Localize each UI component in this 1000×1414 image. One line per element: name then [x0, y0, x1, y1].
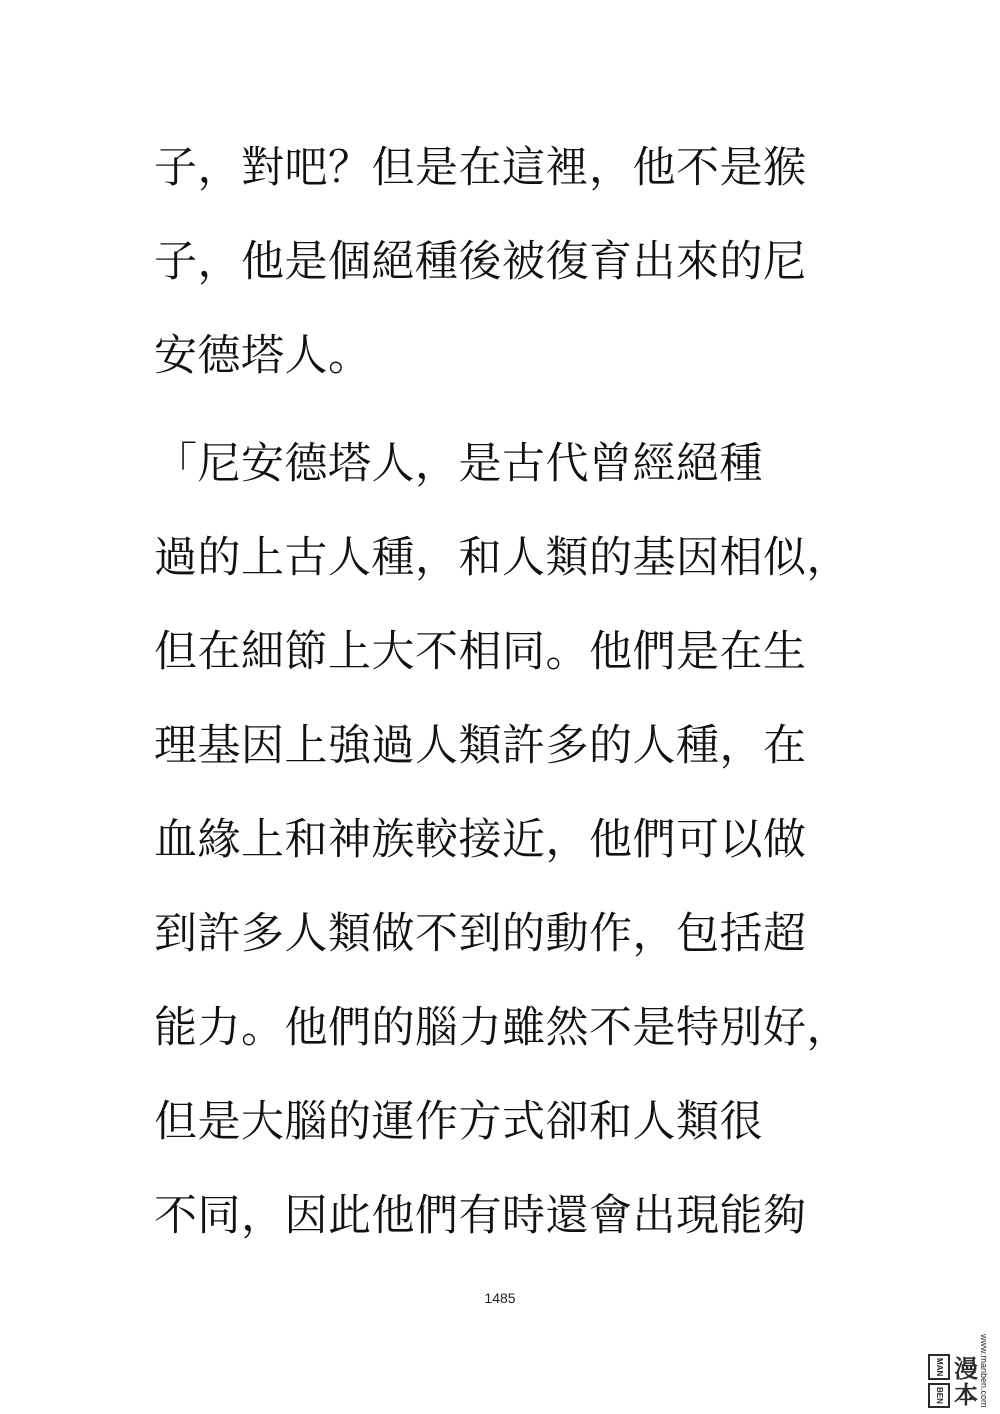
text-line: 但在細節上大不相同。他們是在生	[154, 627, 807, 677]
page-number: 1485	[484, 1290, 516, 1306]
text-line: 子，對吧？但是在這裡，他不是猴	[154, 143, 807, 193]
text-line: 血緣上和神族較接近，他們可以做	[154, 815, 807, 865]
watermark-tile-top: MAN	[928, 1354, 950, 1380]
watermark-logo	[928, 1268, 992, 1408]
text-line: 不同，因此他們有時還會出現能夠	[154, 1191, 807, 1241]
body-text	[154, 136, 874, 1278]
text-line: 「尼安德塔人，是古代曾經絕種	[154, 439, 763, 489]
text-line: 到許多人類做不到的動作，包括超	[154, 909, 807, 959]
text-line: 理基因上強過人類許多的人種，在	[154, 721, 807, 771]
text-line: 子，他是個絕種後被復育出來的尼	[154, 237, 807, 287]
text-line: 能力。他們的腦力雖然不是特別好，	[154, 1003, 850, 1053]
watermark-url: www.manben.com	[979, 1334, 989, 1408]
text-line: 但是大腦的運作方式卻和人類很	[154, 1097, 763, 1147]
watermark-brand: 漫本	[949, 1356, 978, 1408]
text-line: 安德塔人。	[154, 331, 372, 381]
text-line: 過的上古人種，和人類的基因相似，	[154, 533, 850, 583]
watermark-tile-bottom: BEN	[928, 1383, 950, 1408]
